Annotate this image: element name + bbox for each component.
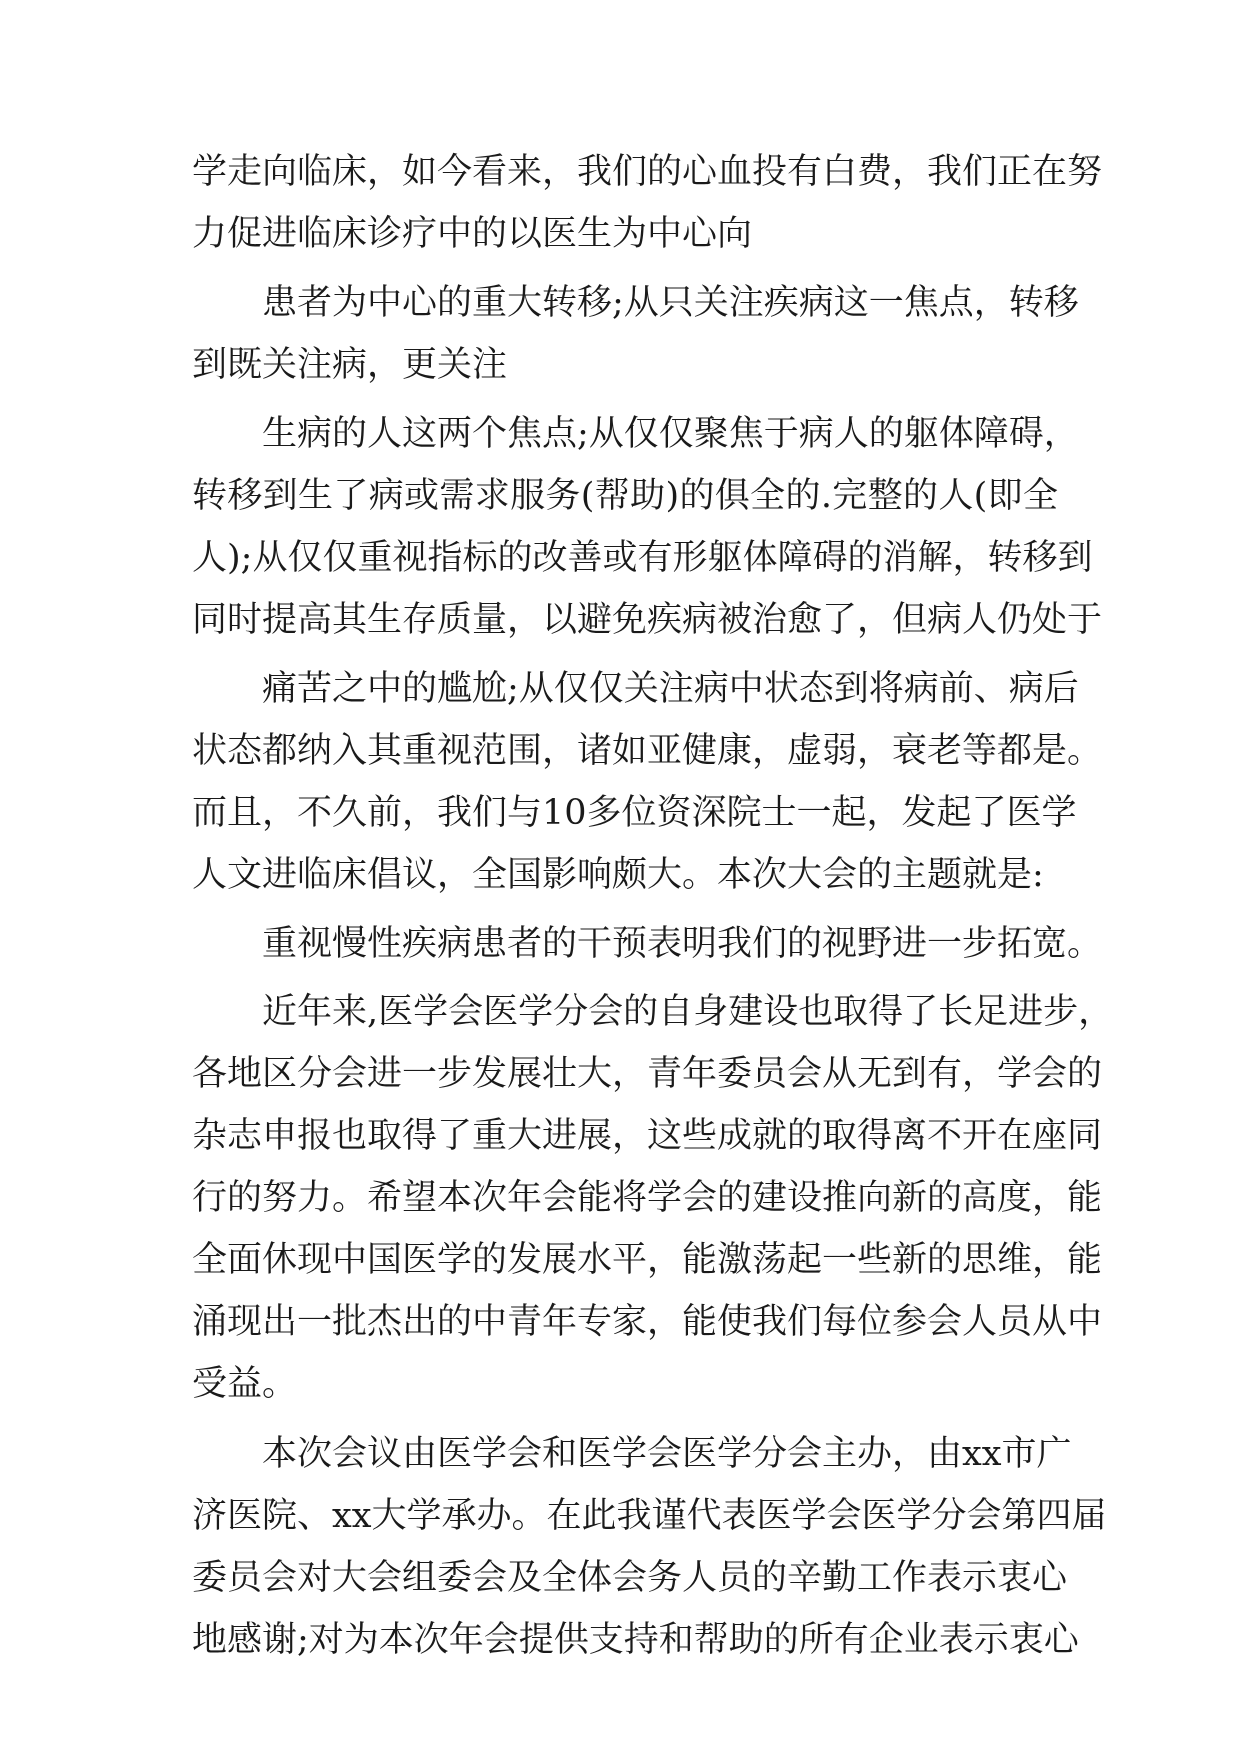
text-line: 痛苦之中的尴尬;从仅仅关注病中状态到将病前、病后 (262, 669, 1079, 709)
text-line: 学走向临床，如今看来，我们的心血投有白费，我们正在努 (192, 152, 1103, 192)
text-line: 重视慢性疾病患者的干预表明我们的视野进一步拓宽。 (262, 924, 1103, 964)
text-line: 而且，不久前，我们与10多位资深院士一起，发起了医学 (192, 793, 1077, 833)
text-line: 生病的人这两个焦点;从仅仅聚焦于病人的躯体障碍， (262, 414, 1079, 454)
text-line: 涌现出一批杰出的中青年专家，能使我们每位参会人员从中 (192, 1302, 1103, 1342)
text-line: 近年来,医学会医学分会的自身建设也取得了长足进步， (262, 992, 1114, 1032)
text-line: 力促进临床诊疗中的以医生为中心向 (192, 214, 753, 254)
text-line: 济医院、xx大学承办。在此我谨代表医学会医学分会第四届 (192, 1496, 1107, 1536)
text-line: 人文进临床倡议，全国影响颇大。本次大会的主题就是: (192, 855, 1044, 895)
text-line: 受益。 (192, 1364, 298, 1404)
text-line: 全面休现中国医学的发展水平，能激荡起一些新的思维，能 (192, 1240, 1103, 1280)
text-line: 地感谢;对为本次年会提供支持和帮助的所有企业表示衷心 (192, 1620, 1079, 1660)
text-line: 患者为中心的重大转移;从只关注疾病这一焦点，转移 (262, 283, 1079, 323)
text-line: 人);从仅仅重视指标的改善或有形躯体障碍的消解，转移到 (192, 538, 1093, 578)
text-line: 同时提高其生存质量，以避免疾病被治愈了，但病人仍处于 (192, 600, 1103, 640)
text-line: 转移到生了病或需求服务(帮助)的俱全的.完整的人(即全 (192, 476, 1058, 516)
text-line: 状态都纳入其重视范围，诸如亚健康，虚弱，衰老等都是。 (192, 731, 1103, 771)
text-line: 本次会议由医学会和医学会医学分会主办，由xx市广 (262, 1434, 1072, 1474)
text-line: 委员会对大会组委会及全体会务人员的辛勤工作表示衷心 (192, 1558, 1068, 1598)
text-line: 行的努力。希望本次年会能将学会的建设推向新的高度，能 (192, 1178, 1103, 1218)
text-line: 各地区分会进一步发展壮大，青年委员会从无到有，学会的 (192, 1054, 1103, 1094)
text-line: 到既关注病，更关注 (192, 345, 508, 385)
text-line: 杂志申报也取得了重大进展，这些成就的取得离不开在座同 (192, 1116, 1103, 1156)
